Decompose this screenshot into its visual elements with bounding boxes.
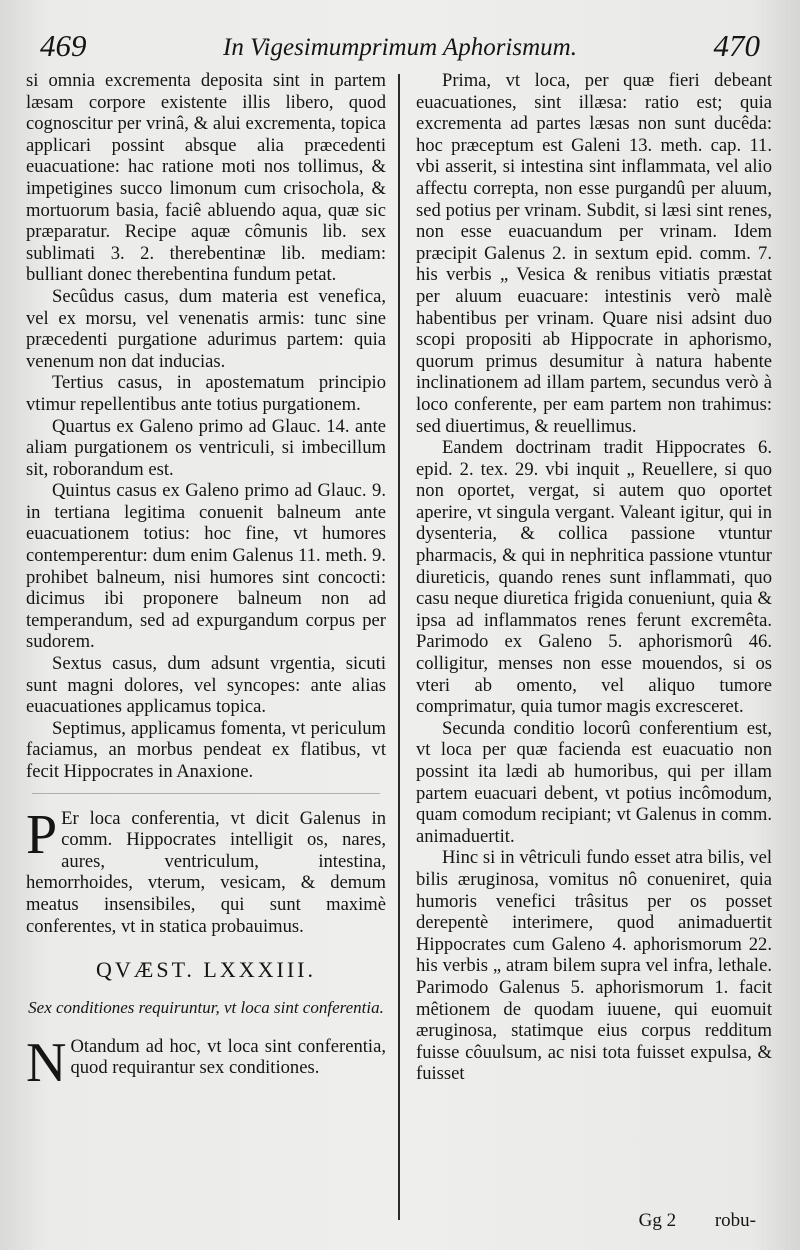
catchword: robu- bbox=[714, 1210, 756, 1231]
section-paragraph bbox=[26, 1031, 386, 1094]
column-divider bbox=[398, 74, 400, 1220]
signature-mark: Gg 2 bbox=[638, 1210, 677, 1231]
section-divider bbox=[32, 793, 380, 794]
left-column bbox=[26, 70, 386, 1236]
paragraph: Sextus casus, dum adsunt vrgentia, sicuti sunt magni dolores, vel syncopes: ante alias euacuationes applicamus topica. bbox=[26, 653, 386, 718]
paragraph: Tertius casus, in apostematum principio vtimur repellentibus ante totius purgationem. bbox=[26, 372, 386, 415]
paragraph: Secunda conditio locorû conferentium est, vt loca per quæ facienda est euacuatio non possint ita lædi ab humoribus, qui per illam partem euacuari debent, vt potius incômodum, quam comodum recipiant; vt Galenus in comm. animaduertit. bbox=[416, 717, 772, 847]
paragraph-text: Otandum ad hoc, vt loca sint conferentia, quod requirantur sex conditiones. bbox=[70, 1035, 386, 1079]
running-title: In Vigesimumprimum Aphorismum. bbox=[223, 34, 577, 61]
section-paragraph bbox=[26, 803, 386, 938]
paragraph: Quintus casus ex Galeno primo ad Glauc. 9. in tertiana legitima conuenit balneum ante euacuationem totius: hoc fine, vt humores contemperentur: dum enim Galenus 11. meth. 9. prohibet balneum, nisi humores sint concocti: dicimus ibi proponere balneum non ad temperandum, sed ad expurgandum corpus per sudorem. bbox=[26, 480, 386, 653]
paragraph: Septimus, applicamus fomenta, vt periculum faciamus, an morbus pendeat ex flatibus, vt fecit Hippocrates in Anaxione. bbox=[26, 717, 386, 782]
paragraph: Secûdus casus, dum materia est venefica, vel ex morsu, vel venenatis armis: tunc sine præcedenti purgatione adurimus partem: quia venenum non dat inducias. bbox=[26, 285, 386, 372]
question-heading: QVÆST. LXXXIII. bbox=[96, 957, 316, 983]
paragraph: Hinc si in vêtriculi fundo esset atra bilis, vel bilis æruginosa, vomitus nô conueniret, quia humoris venefici trâsitus per os posset derepentè interimere, quod animaduertit Hippocrates cum Galeno 4. aphorismorum 22. his verbis „ atram bilem supra vel infra, lethale. Parimodo Galenus 5. aphorismorum 1. facit mêtionem de quodam iuuene, qui euomuit æruginosa, statimque eius corpus redditum fuisse côuulsum, ac nisi tota fuisset expulsa, & fuisset bbox=[416, 847, 772, 1085]
page-footer bbox=[639, 1210, 756, 1232]
paragraph: Eandem doctrinam tradit Hippocrates 6. epid. 2. tex. 29. vbi inquit „ Reuellere, si quo non oportet, vergat, si autem quo oportet aperire, vt singula vergant. Valeant igitur, qui in dysenteria, & collica passione vtuntur pharmacis, & qui in nephritica passione vtuntur diureticis, quando renes sunt inflammati, quo casu neque diuretica frigida conueniunt, quia & ipsa ad inflammatos renes ferunt excremêta. Parimodo ex Galeno 5. aphorismorû 46. colligitur, menses non esse mouendos, si os vteri ab omento, vel aliquo tumore comprimatur, quia tumor magis excresceret. bbox=[416, 437, 772, 718]
drop-cap: P bbox=[26, 803, 58, 866]
paragraph: Prima, vt loca, per quæ fieri debeant euacuationes, sint illæsa: ratio est; quia excrementa ad partes læsas non sunt ducêda: hoc præceptum est Galeni 13. meth. cap. 11. vbi asserit, si intestina sint inflammata, vel alio affectu correpta, non esse purgandû per aluum, sed potius per vrinam. Subdit, si læsi sint renes, non esse euacuandum per vrinam. Idem præcipit Galenus 2. in sextum epid. comm. 7. his verbis „ Vesica & renibus vitiatis præstat per aluum euacuare: intestinis verò malè habentibus per vrinam. Quare nisi adsint duo scopi propositi ab Hippocrate in aphorismo, quorum primus desumitur à natura habente inclinationem ad illam partem, secundus verò à loco conferente, per eam partem non trahimus: sed diuertimus, & reuellimus. bbox=[416, 70, 772, 437]
paragraph: si omnia excrementa deposita sint in partem læsam corpore existente illis libero, quod cognoscitur per vrinâ, & alui excrementa, topica applicari possint absque alia præcedenti euacuatione: hac ratione moti nos tollimus, & impetigines succo limonum cum crisochola, & mortuorum basia, faciê abluendo aqua, quæ sic præparatur. Recipe aquæ cômunis lib. sex sublimati 3. 2. therebentinæ lib. mediam: bulliant donec therebentina fundum petat. bbox=[26, 70, 386, 286]
paragraph-text: Er loca conferentia, vt dicit Galenus in comm. Hippocrates intelligit os, nares, aures, ventriculum, intestina, hemorrhoides, vterum, vesicam, & demum meatus insensibiles, qui sunt maximè conferentes, vt in statica probauimus. bbox=[26, 807, 386, 937]
right-column bbox=[416, 70, 772, 1236]
paragraph: Quartus ex Galeno primo ad Glauc. 14. ante aliam purgationem os ventriculi, si imbecillum sit, roborandum est. bbox=[26, 415, 386, 480]
question-subtitle: Sex conditiones requiruntur, vt loca sint conferentia. bbox=[28, 997, 384, 1017]
page-number-right: 470 bbox=[713, 28, 760, 63]
page-number-left: 469 bbox=[40, 28, 87, 63]
running-header bbox=[0, 22, 800, 72]
drop-cap: N bbox=[26, 1031, 67, 1094]
